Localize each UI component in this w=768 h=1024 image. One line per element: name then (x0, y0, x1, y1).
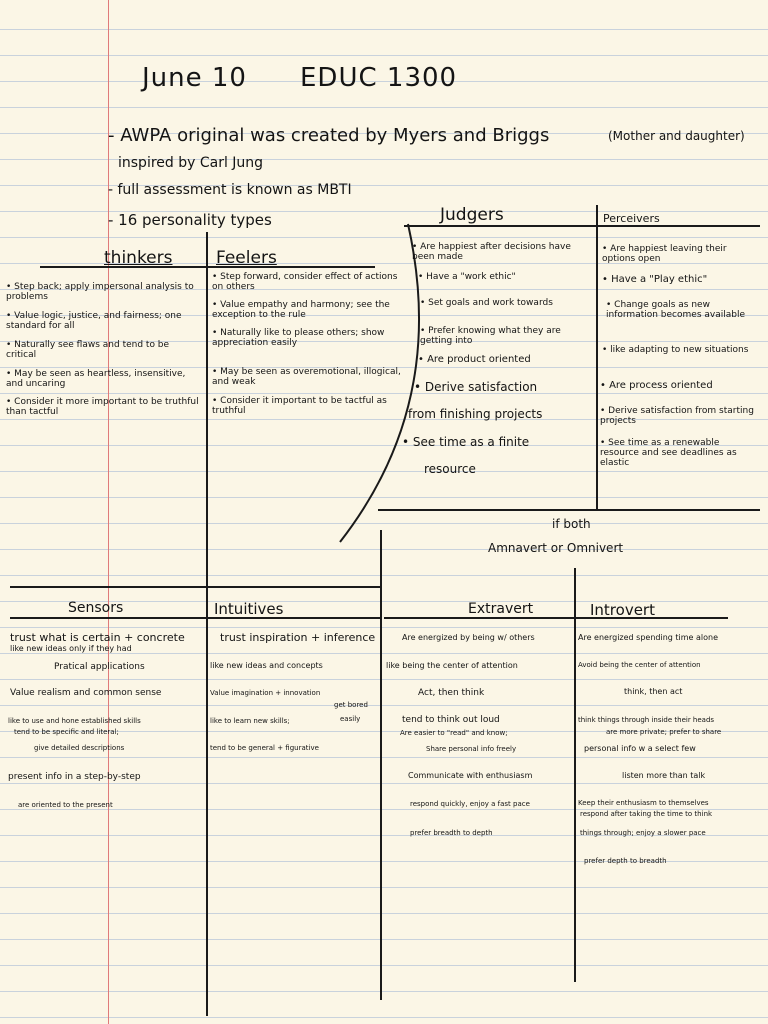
intuitives-item: Value imagination + innovation (210, 689, 321, 697)
intuitives-item: tend to be general + figurative (210, 744, 319, 752)
sensors-item: like new ideas only if they had (10, 644, 132, 653)
perceivers-item: • See time as a renewable resource and see deadlines as elastic (600, 438, 737, 469)
introvert-item: prefer depth to breadth (584, 857, 667, 865)
extravert-introvert-divider (574, 568, 576, 982)
sensors-item: present info in a step-by-step (8, 772, 141, 782)
judgers-perceivers-bottomline (378, 509, 760, 511)
thinkers-item: • Naturally see flaws and tend to be critical (6, 340, 170, 361)
introvert-item: respond after taking the time to think (580, 810, 713, 818)
sensors-item: Value realism and common sense (10, 688, 162, 698)
intuitives-item: trust inspiration + inference (220, 631, 376, 644)
feelers-heading: Feelers (216, 248, 277, 268)
intro-line-1: - AWPA original was created by Myers and Briggs (108, 125, 550, 146)
intuitives-item: like new ideas and concepts (210, 661, 323, 670)
extravert-item: prefer breadth to depth (410, 829, 493, 837)
date-heading: June 10 (142, 63, 247, 93)
sensors-item: like to use and hone established skills (8, 717, 141, 725)
intro-line-3: - full assessment is known as MBTI (108, 182, 352, 198)
sensors-intuitives-underline (10, 617, 380, 619)
introvert-item: think things through inside their heads (578, 716, 715, 724)
sensors-item: trust what is certain + concrete (10, 631, 185, 644)
course-heading: EDUC 1300 (300, 63, 458, 93)
margin-line (108, 0, 109, 1024)
judgers-item: resource (424, 462, 476, 476)
introvert-item: are more private; prefer to share (606, 728, 722, 736)
judgers-perceivers-divider (596, 205, 598, 510)
feelers-item: • Value empathy and harmony; see the exception to the rule (212, 300, 390, 321)
judgers-item: • See time as a finite (402, 435, 530, 449)
perceivers-item: • like adapting to new situations (602, 345, 749, 355)
judgers-item: • Derive satisfaction (414, 380, 538, 394)
thinkers-item: • May be seen as heartless, insensitive, and uncaring (6, 369, 186, 390)
introvert-item: think, then act (624, 687, 683, 696)
feelers-item: • May be seen as overemotional, illogical, and weak (212, 367, 401, 388)
perceivers-heading: Perceivers (603, 212, 660, 225)
judgers-heading: Judgers (440, 205, 504, 225)
sensors-heading: Sensors (68, 600, 124, 616)
sensors-item: tend to be specific and literal; (14, 728, 119, 736)
intuitives-item: like to learn new skills; (210, 717, 290, 725)
judgers-item: • Set goals and work towards (420, 298, 553, 308)
extravert-introvert-underline (384, 617, 728, 619)
introvert-item: Keep their enthusiasm to themselves (578, 799, 709, 807)
introvert-heading: Introvert (590, 601, 655, 619)
extravert-item: Share personal info freely (426, 745, 517, 753)
thinkers-item: • Step back; apply impersonal analysis to problems (6, 282, 194, 303)
extravert-item: like being the center of attention (386, 661, 518, 670)
judgers-item: • Prefer knowing what they are getting into (420, 326, 561, 347)
perceivers-item: • Have a "Play ethic" (602, 274, 708, 285)
left-column-divider (206, 232, 208, 1016)
extravert-item: Communicate with enthusiasm (408, 771, 533, 780)
judgers-item: from finishing projects (408, 407, 543, 421)
feelers-item: • Consider it important to be tactful as truthful (212, 396, 387, 417)
intuitives-item: easily (340, 715, 361, 723)
extravert-item: respond quickly, enjoy a fast pace (410, 800, 530, 808)
judgers-perceivers-topline (404, 225, 760, 227)
sensors-item: are oriented to the present (18, 801, 113, 809)
thinkers-item: • Value logic, justice, and fairness; one standard for all (6, 311, 182, 332)
perceivers-item: • Derive satisfaction from starting projects (600, 406, 754, 427)
judgers-item: • Are happiest after decisions have been made (412, 242, 571, 263)
both-note-line-2: Amnavert or Omnivert (488, 541, 624, 555)
introvert-item: personal info w a select few (584, 744, 696, 753)
extravert-item: tend to think out loud (402, 715, 500, 725)
thinkers-item: • Consider it more important to be truthful than tactful (6, 397, 199, 418)
introvert-item: Avoid being the center of attention (578, 661, 701, 669)
perceivers-item: • Change goals as new information becomes available (606, 300, 745, 321)
feelers-item: • Step forward, consider effect of actions on others (212, 272, 398, 293)
intuitives-item: get bored (334, 701, 368, 709)
perceivers-item: • Are process oriented (600, 380, 713, 391)
both-note-line-1: if both (552, 517, 591, 531)
perceivers-item: • Are happiest leaving their options open (602, 244, 727, 265)
thinkers-heading: thinkers (104, 248, 173, 268)
judgers-item: • Are product oriented (418, 354, 531, 365)
extravert-item: Are energized by being w/ others (402, 633, 535, 642)
intuitives-heading: Intuitives (214, 600, 284, 618)
sensors-intuitives-topline (10, 586, 382, 588)
middle-bottom-divider (380, 530, 382, 1000)
extravert-item: Are easier to "read" and know; (400, 729, 508, 737)
introvert-item: Are energized spending time alone (578, 633, 719, 642)
extravert-heading: Extravert (468, 601, 534, 617)
extravert-item: Act, then think (418, 688, 485, 698)
sensors-item: give detailed descriptions (34, 744, 125, 752)
sensors-item: Pratical applications (54, 662, 145, 672)
introvert-item: things through; enjoy a slower pace (580, 829, 706, 837)
intro-line-4: - 16 personality types (108, 211, 272, 229)
introvert-item: listen more than talk (622, 771, 706, 780)
intro-line-2: inspired by Carl Jung (118, 155, 264, 171)
intro-line-1-note: (Mother and daughter) (608, 129, 745, 143)
judgers-item: • Have a "work ethic" (418, 272, 516, 282)
feelers-item: • Naturally like to please others; show appreciation easily (212, 328, 385, 349)
